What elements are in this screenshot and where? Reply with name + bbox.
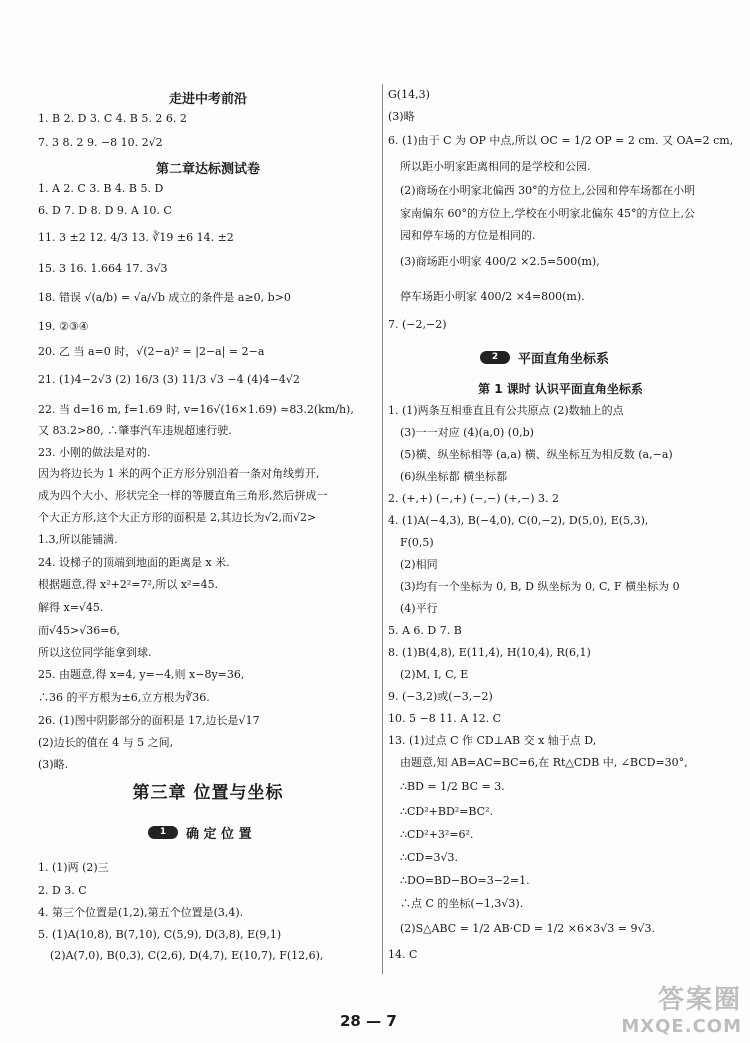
- answer-line: 8. (1)B(4,8), E(11,4), H(10,4), R(6,1): [388, 646, 591, 659]
- answer-line: ∴DO=BD−BO=3−2=1.: [400, 874, 530, 887]
- answer-line: (3)略: [388, 110, 415, 123]
- answer-line: 9. (−3,2)或(−3,−2): [388, 690, 493, 703]
- answer-line: 24. 设梯子的顶端到地面的距离是 x 米.: [38, 556, 230, 569]
- answer-line: 15. 3 16. 1.664 17. 3√3: [38, 262, 168, 275]
- answer-line: 5. A 6. D 7. B: [388, 624, 462, 637]
- answer-line: 6. (1)由于 C 为 OP 中点,所以 OC = 1/2 OP = 2 cm. 又 OA=2 cm,: [388, 134, 734, 147]
- answer-line: 2. (+,+) (−,+) (−,−) (+,−) 3. 2: [388, 492, 560, 505]
- answer-line: 而√45>√36=6,: [38, 624, 120, 637]
- answer-line: (2)相同: [400, 558, 438, 571]
- answer-line: 25. 由题意,得 x=4, y=−4,则 x−8y=36,: [38, 668, 245, 681]
- answer-line: 7. (−2,−2): [388, 318, 447, 331]
- chapter-title: 第三章 位置与坐标: [132, 783, 284, 803]
- answer-line: 由题意,知 AB=AC=BC=6,在 Rt△CDB 中, ∠BCD=30°,: [400, 756, 688, 769]
- section-title-row: [480, 348, 609, 367]
- answer-line: (6)纵坐标都 横坐标都: [400, 470, 508, 483]
- answer-line: 4. (1)A(−4,3), B(−4,0), C(0,−2), D(5,0), E(5,3),: [388, 514, 649, 527]
- answer-line: 5. (1)A(10,8), B(7,10), C(5,9), D(3,8), E(9,1): [38, 928, 282, 941]
- answer-line: ∴36 的平方根为±6,立方根为∛36.: [38, 691, 210, 704]
- answer-line: 1. (1)两 (2)三: [38, 861, 109, 874]
- answer-line: (2)边长的值在 4 与 5 之间,: [38, 736, 174, 749]
- answer-line: 成为四个大小、形状完全一样的等腰直角三角形,然后拼成一: [38, 489, 328, 502]
- answer-line: 23. 小刚的做法是对的.: [38, 446, 151, 459]
- answer-line: (3)一一对应 (4)(a,0) (0,b): [400, 426, 534, 439]
- answer-line: (3)均有一个坐标为 0, B, D 纵坐标为 0, C, F 横坐标为 0: [400, 580, 680, 593]
- answer-line: ∴BD = 1/2 BC = 3.: [400, 780, 505, 793]
- section-number-badge: 2: [480, 351, 510, 364]
- answer-line: 家南偏东 60°的方位上,学校在小明家北偏东 45°的方位上,公: [400, 207, 695, 220]
- answer-line: 又 83.2>80, ∴肇事汽车违规超速行驶.: [38, 424, 232, 437]
- answer-line: 11. 3 ±2 12. 4/3 13. ∛19 ±6 14. ±2: [38, 231, 234, 244]
- answer-line: 4. 第三个位置是(1,2),第五个位置是(3,4).: [38, 906, 244, 919]
- column-divider: [382, 84, 383, 974]
- answer-line: 20. 乙 当 a=0 时，√(2−a)² = |2−a| = 2−a: [38, 345, 265, 358]
- answer-line: (3)商场距小明家 400/2 ×2.5=500(m),: [400, 255, 600, 268]
- answer-line: 1.3,所以能铺满.: [38, 533, 118, 546]
- answer-line: 所以距小明家距离相同的是学校和公园.: [400, 160, 591, 173]
- answer-line: 22. 当 d=16 m, f=1.69 时, v=16√(16×1.69) ≈83.2(km/h),: [38, 403, 354, 416]
- answer-line: 因为将边长为 1 米的两个正方形分别沿着一条对角线剪开,: [38, 467, 320, 480]
- answer-line: 解得 x=√45.: [38, 601, 104, 614]
- answer-line: 1. (1)两条互相垂直且有公共原点 (2)数轴上的点: [388, 404, 624, 417]
- answer-line: ∴CD=3√3.: [400, 851, 458, 864]
- watermark-url: MXQE.COM: [621, 1016, 742, 1037]
- answer-line: ∴点 C 的坐标(−1,3√3).: [400, 897, 524, 910]
- lesson-heading: 第 1 课时 认识平面直角坐标系: [478, 382, 643, 396]
- answer-line: 停车场距小明家 400/2 ×4=800(m).: [400, 290, 585, 303]
- answer-line: 14. C: [388, 948, 418, 961]
- section-number-badge: 1: [148, 826, 178, 839]
- answer-line: 根据题意,得 x²+2²=7²,所以 x²=45.: [38, 578, 219, 591]
- answer-line: (3)略.: [38, 758, 69, 771]
- section-heading: 走进中考前沿: [168, 92, 247, 107]
- answer-line: (2)A(7,0), B(0,3), C(2,6), D(4,7), E(10,7), F(12,6),: [50, 949, 324, 962]
- watermark: [621, 979, 742, 1037]
- answer-line: ∴CD²+3²=6².: [400, 828, 474, 841]
- page-number: 28 — 7: [340, 1012, 397, 1030]
- answer-line: 21. (1)4−2√3 (2) 16/3 (3) 11/3 √3 −4 (4)4−4√2: [38, 373, 300, 386]
- answer-line: 6. D 7. D 8. D 9. A 10. C: [38, 204, 172, 217]
- answer-line: 26. (1)图中阴影部分的面积是 17,边长是√17: [38, 714, 260, 727]
- watermark-logo: 答案圈: [657, 985, 742, 1015]
- answer-line: F(0,5): [400, 536, 434, 549]
- section-title-row: [148, 823, 252, 842]
- answer-line: 18. 错误 √(a/b) = √a/√b 成立的条件是 a≥0, b>0: [38, 291, 291, 304]
- section-title: 平面直角坐标系: [518, 352, 610, 367]
- answer-line: 19. ②③④: [38, 320, 89, 333]
- section-title: 确 定 位 置: [186, 827, 252, 842]
- answer-line: 10. 5 −8 11. A 12. C: [388, 712, 502, 725]
- answer-line: (2)M, I, C, E: [400, 668, 469, 681]
- answer-line: (2)商场在小明家北偏西 30°的方位上,公园和停车场都在小明: [400, 184, 696, 197]
- answer-line: 7. 3 8. 2 9. −8 10. 2√2: [38, 136, 163, 149]
- answer-line: 1. A 2. C 3. B 4. B 5. D: [38, 182, 164, 195]
- answer-line: 1. B 2. D 3. C 4. B 5. 2 6. 2: [38, 112, 187, 125]
- answer-line: 13. (1)过点 C 作 CD⊥AB 交 x 轴于点 D,: [388, 734, 597, 747]
- answer-line: ∴CD²+BD²=BC².: [400, 805, 494, 818]
- answer-line: (5)横、纵坐标相等 (a,a) 横、纵坐标互为相反数 (a,−a): [400, 448, 673, 461]
- answer-line: (4)平行: [400, 602, 438, 615]
- section-heading: 第二章达标测试卷: [155, 162, 260, 177]
- answer-line: 2. D 3. C: [38, 884, 87, 897]
- answer-line: 个大正方形,这个大正方形的面积是 2,其边长为√2,而√2>: [38, 511, 317, 524]
- answer-line: 所以这位同学能拿到球.: [38, 646, 152, 659]
- answer-line: (2)S△ABC = 1/2 AB·CD = 1/2 ×6×3√3 = 9√3.: [400, 922, 655, 935]
- answer-line: G(14,3): [388, 88, 430, 101]
- answer-line: 园和停车场的方位是相同的.: [400, 229, 536, 242]
